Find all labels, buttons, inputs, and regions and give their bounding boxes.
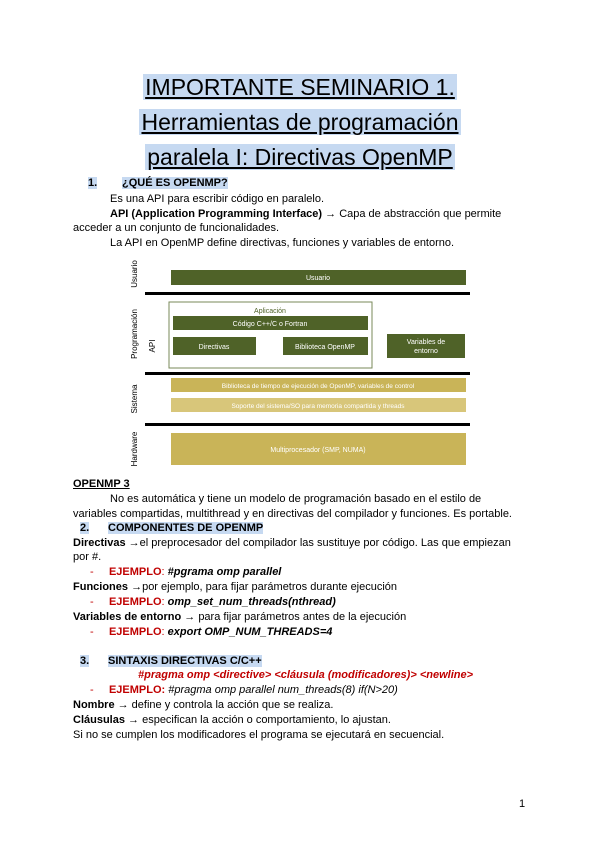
section1-number: 1. — [88, 177, 98, 189]
variables-box-label-1: Variables de — [406, 339, 446, 346]
row-label-hardware: Hardware — [130, 431, 139, 467]
usuario-box-label: Usuario — [305, 275, 331, 282]
hardware-box-label: Multiprocesador (SMP, NUMA) — [270, 447, 366, 454]
separator-line — [145, 292, 470, 295]
section3-heading: SINTAXIS DIRECTIVAS C/C++ — [108, 655, 262, 667]
title-line-1: IMPORTANTE SEMINARIO 1. — [145, 74, 455, 100]
directivas-line2: por #. — [73, 551, 102, 563]
section1-p2-line2: acceder a un conjunto de funcionalidades. — [73, 222, 280, 234]
final-line: Si no se cumplen los modificadores el programa se ejecutará en secuencial. — [73, 729, 445, 741]
page-number: 1 — [519, 798, 526, 810]
aplicacion-label: Aplicación — [254, 308, 286, 315]
section3-number: 3. — [80, 655, 90, 667]
section1-heading: ¿QUÉ ES OPENMP? — [122, 177, 228, 189]
funciones-line: Funciones →por ejemplo, para fijar parámetros durante ejecución — [73, 581, 398, 593]
title-line-2: Herramientas de programación — [141, 109, 459, 135]
variables-box-label-2: entorno — [414, 348, 438, 355]
directivas-line: Directivas →el preprocesador del compilador las sustituye por código. Las que empiezan — [73, 537, 511, 549]
codigo-box-label: Código C++/C o Fortran — [232, 321, 308, 328]
example-4: - EJEMPLO: #pragma omp parallel num_threads(8) if(N>20) — [90, 684, 398, 696]
section1-p2: API (Application Programming Interface) → Capa de abstracción que permite — [110, 208, 502, 220]
runtime-box-label: Biblioteca de tiempo de ejecución de OpenMP, variables de control — [221, 383, 415, 390]
example-2: - EJEMPLO: omp_set_num_threads(nthread) — [90, 596, 336, 608]
row-label-api: API — [148, 339, 157, 353]
openmp3-heading: OPENMP 3 — [73, 478, 130, 490]
row-label-sistema: Sistema — [130, 384, 139, 414]
section2-number: 2. — [80, 522, 90, 534]
openmp-architecture-diagram — [125, 252, 475, 472]
section1-p3: La API en OpenMP define directivas, funciones y variables de entorno. — [110, 237, 455, 249]
section2-heading: COMPONENTES DE OPENMP — [108, 522, 264, 534]
directivas-box-label: Directivas — [198, 344, 230, 351]
variables-line: Variables de entorno → para fijar parámetros antes de la ejecución — [73, 611, 407, 623]
syntax-line: #pragma omp <directive> <cláusula (modificadores)> <newline> — [138, 669, 474, 681]
row-label-programacion: Programación — [130, 309, 139, 359]
clausulas-line: Cláusulas → especifican la acción o comportamiento, lo ajustan. — [73, 714, 391, 726]
soporte-box-label: Soporte del sistema/SO para memoria compartida y threads — [231, 403, 405, 410]
separator-line — [145, 423, 470, 426]
example-1: - EJEMPLO: #pgrama omp parallel — [90, 566, 282, 578]
openmp3-line2: variables compartidas, multithread y en directivas del compilador y funciones. Es portable. — [73, 508, 512, 520]
section1-p1: Es una API para escribir código en paralelo. — [110, 193, 325, 205]
row-label-usuario: Usuario — [130, 260, 139, 288]
biblioteca-box-label: Biblioteca OpenMP — [295, 344, 355, 351]
example-3: - EJEMPLO: export OMP_NUM_THREADS=4 — [90, 626, 333, 638]
nombre-line: Nombre → define y controla la acción que se realiza. — [73, 699, 334, 711]
openmp3-line1: No es automática y tiene un modelo de programación basado en el estilo de — [110, 493, 482, 505]
title-line-3: paralela I: Directivas OpenMP — [147, 144, 453, 170]
separator-line — [145, 372, 470, 375]
